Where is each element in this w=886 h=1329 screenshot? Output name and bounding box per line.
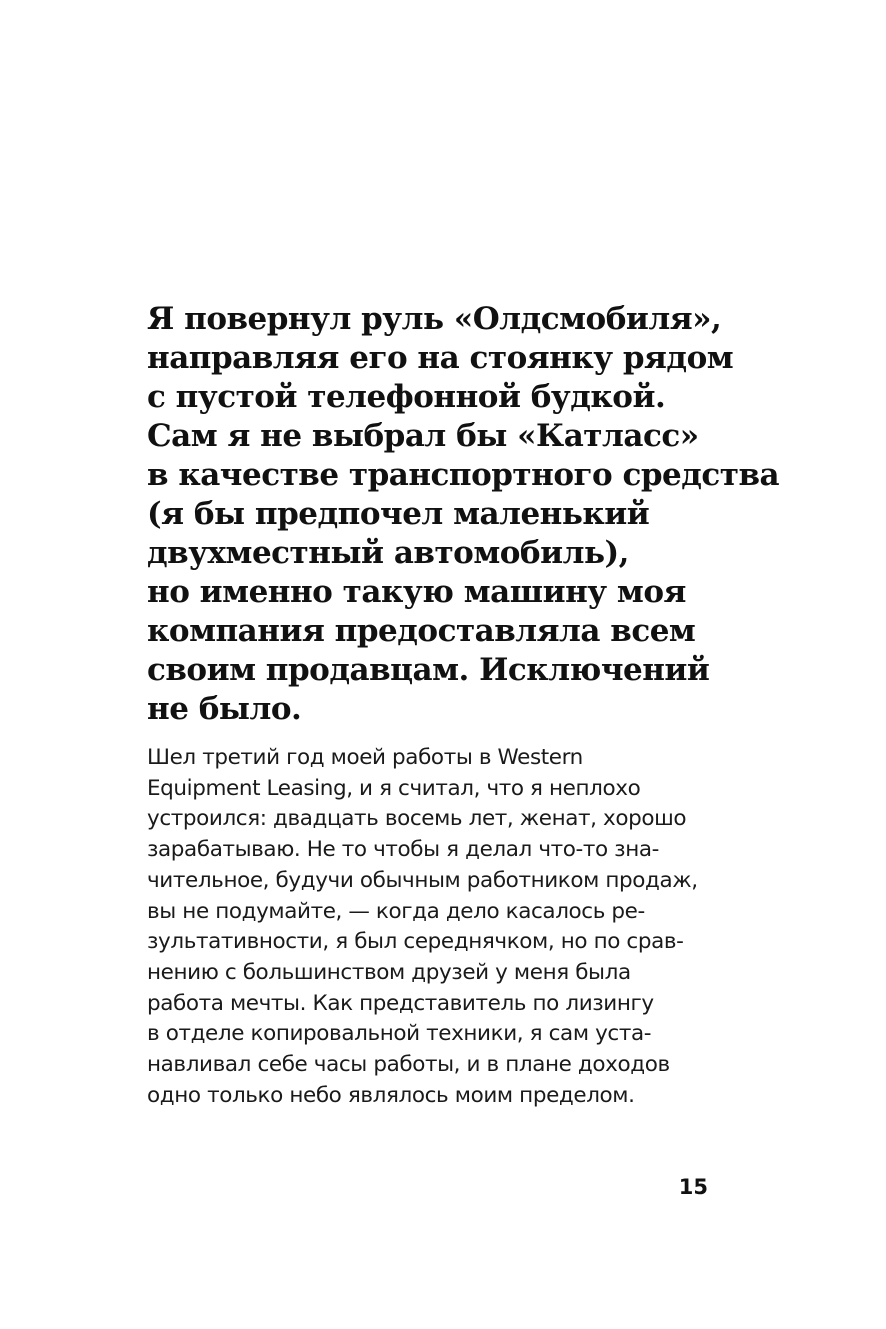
body-line: нению с большинством друзей у меня была: [147, 959, 631, 985]
lead-line: с пустой телефонной будкой.: [147, 379, 666, 415]
lead-line: Сам я не выбрал бы «Катласс»: [147, 418, 699, 454]
body-line: работа мечты. Как представитель по лизингу: [147, 990, 654, 1016]
body-line: чительное, будучи обычным работником продаж,: [147, 867, 698, 893]
lead-line: двухместный автомобиль),: [147, 535, 629, 571]
lead-line: Я повернул руль «Олдсмобиля»,: [147, 301, 722, 337]
body-line: в отделе копировальной техники, я сам уста-: [147, 1021, 652, 1047]
body-line: зультативности, я был середнячком, но по срав-: [147, 929, 684, 955]
body-line: навливал себе часы работы, и в плане доходов: [147, 1052, 670, 1078]
lead-line: компания предоставляла всем: [147, 613, 696, 649]
lead-line: (я бы предпочел маленький: [147, 496, 650, 532]
lead-line: в качестве транспортного средства: [147, 457, 780, 493]
page-number: 15: [678, 1175, 708, 1199]
body-line: зарабатываю. Не то чтобы я делал что-то зна-: [147, 837, 659, 863]
body-line: одно только небо являлось моим пределом.: [147, 1082, 635, 1108]
lead-line: своим продавцам. Исключений: [147, 652, 710, 688]
body-line: устроился: двадцать восемь лет, женат, хорошо: [147, 806, 687, 832]
body-line: Equipment Leasing, и я считал, что я неплохо: [147, 775, 641, 801]
body-paragraph: [147, 743, 747, 1111]
lead-paragraph: [147, 300, 780, 729]
lead-line: но именно такую машину моя: [147, 574, 686, 610]
body-line: Шел третий год моей работы в Western: [147, 745, 583, 770]
body-line: вы не подумайте, — когда дело касалось ре-: [147, 898, 645, 924]
lead-line: не было.: [147, 691, 302, 727]
lead-line: направляя его на стоянку рядом: [147, 340, 734, 376]
